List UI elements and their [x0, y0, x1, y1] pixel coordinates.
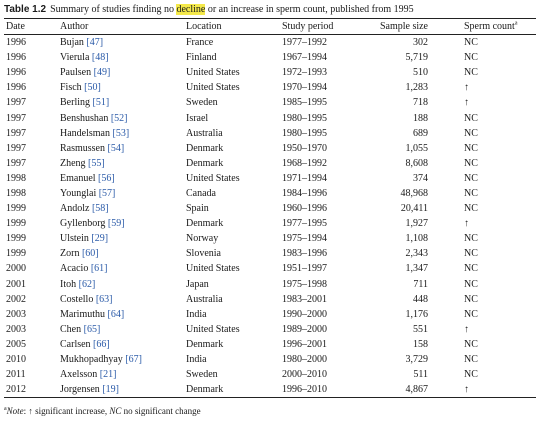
cell-location: Denmark [186, 338, 224, 350]
cell-location: Sweden [186, 369, 218, 381]
cell-study-period: 1977–1995 [282, 218, 327, 230]
reference-link[interactable]: [53] [112, 127, 130, 139]
cell-sample-size: 511 [413, 369, 428, 381]
author-name: Axelsson [60, 369, 98, 381]
cell-sperm-count: NC [464, 369, 478, 381]
cell-date: 2012 [6, 384, 26, 396]
cell-date: 2003 [6, 308, 26, 320]
cell-date: 1999 [6, 248, 26, 260]
table-row [4, 216, 536, 231]
cell-sperm-count: ↑ [464, 323, 469, 335]
cell-study-period: 1990–2000 [282, 308, 327, 320]
table-row [4, 141, 536, 156]
cell-date: 1996 [6, 37, 26, 49]
author-name: Marimuthu [60, 308, 105, 320]
cell-date: 1996 [6, 52, 26, 64]
cell-study-period: 1970–1994 [282, 82, 327, 94]
table-row [4, 65, 536, 80]
cell-sperm-count: NC [464, 233, 478, 245]
cell-date: 1996 [6, 82, 26, 94]
reference-link[interactable]: [64] [107, 308, 125, 320]
reference-link[interactable]: [60] [81, 248, 99, 260]
author-name: Bujan [60, 37, 84, 49]
cell-location: Spain [186, 203, 209, 215]
table-row [4, 352, 536, 367]
author-name: Fisch [60, 82, 82, 94]
cell-sperm-count: NC [464, 157, 478, 169]
cell-sperm-count: NC [464, 263, 478, 275]
table-row [4, 50, 536, 65]
cell-sample-size: 1,927 [405, 218, 428, 230]
cell-date: 1997 [6, 142, 26, 154]
cell-location: Australia [186, 293, 223, 305]
cell-study-period: 1975–1994 [282, 233, 327, 245]
reference-link[interactable]: [59] [107, 218, 125, 230]
cell-sample-size: 48,968 [400, 187, 428, 199]
cell-date: 1997 [6, 112, 26, 124]
cell-sperm-count: NC [464, 248, 478, 260]
cell-study-period: 2000–2010 [282, 369, 327, 381]
cell-author [58, 65, 184, 80]
reference-link[interactable]: [54] [107, 142, 125, 154]
cell-sample-size: 1,176 [405, 308, 428, 320]
header-row [4, 19, 536, 35]
author-name: Emanuel [60, 172, 96, 184]
table-row [4, 201, 536, 216]
cell-study-period: 1989–2000 [282, 323, 327, 335]
cell-date: 1997 [6, 157, 26, 169]
cell-author [58, 246, 184, 261]
cell-date: 2001 [6, 278, 26, 290]
cell-author [58, 277, 184, 292]
cell-location: Slovenia [186, 248, 221, 260]
cell-sperm-count: NC [464, 67, 478, 79]
reference-link[interactable]: [61] [90, 263, 108, 275]
author-name: Carlsen [60, 338, 91, 350]
cell-author [58, 126, 184, 141]
table-row [4, 322, 536, 337]
table-row [4, 186, 536, 201]
author-name: Zheng [60, 157, 86, 169]
author-name: Ulstein [60, 233, 89, 245]
cell-sample-size: 188 [413, 112, 428, 124]
table-row [4, 171, 536, 186]
table-note [4, 403, 536, 417]
cell-location: United States [186, 323, 240, 335]
header-sperm-count [450, 19, 536, 35]
cell-author [58, 110, 184, 125]
reference-link[interactable]: [50] [84, 82, 101, 94]
cell-date: 1999 [6, 203, 26, 215]
reference-link[interactable]: [47] [86, 37, 104, 49]
header-footnote-mark: a [514, 20, 518, 27]
author-name: Andolz [60, 203, 90, 215]
cell-location: United States [186, 172, 240, 184]
table-row [4, 80, 536, 95]
cell-date: 2002 [6, 293, 26, 305]
cell-sample-size: 718 [413, 97, 428, 109]
cell-study-period: 1985–1995 [282, 97, 327, 109]
table-row [4, 382, 536, 398]
cell-study-period: 1971–1994 [282, 172, 327, 184]
caption-highlighted-word: decline [176, 4, 206, 15]
cell-date: 1998 [6, 187, 26, 199]
cell-sample-size: 448 [413, 293, 428, 305]
cell-sample-size: 20,411 [400, 203, 428, 215]
author-name: Handelsman [60, 127, 110, 139]
cell-study-period: 1996–2001 [282, 338, 327, 350]
cell-sperm-count: NC [464, 52, 478, 64]
cell-study-period: 1967–1994 [282, 52, 327, 64]
reference-link[interactable]: [55] [88, 157, 105, 169]
reference-link[interactable]: [21] [99, 369, 117, 381]
cell-study-period: 1972–1993 [282, 67, 327, 79]
cell-author [58, 186, 184, 201]
cell-sample-size: 689 [413, 127, 428, 139]
cell-location: Israel [186, 112, 209, 124]
header-sample-size: Sample size [379, 21, 428, 32]
cell-location: Denmark [186, 157, 224, 169]
cell-location: Australia [186, 127, 223, 139]
reference-link[interactable]: [29] [91, 233, 109, 245]
author-name: Acacio [60, 263, 89, 275]
cell-author [58, 367, 184, 382]
header-study-period: Study period [282, 21, 334, 32]
reference-link[interactable]: [67] [125, 354, 142, 366]
cell-date: 1997 [6, 97, 26, 109]
cell-location: Japan [186, 278, 209, 290]
cell-sperm-count: NC [464, 203, 478, 215]
cell-sample-size: 8,608 [405, 157, 428, 169]
cell-author [58, 352, 184, 367]
reference-link[interactable]: [48] [91, 52, 109, 64]
cell-author [58, 231, 184, 246]
table-figure [4, 3, 536, 417]
reference-link[interactable]: [65] [83, 323, 101, 335]
author-name: Itoh [60, 278, 77, 290]
author-name: Rasmussen [60, 142, 105, 154]
cell-author [58, 80, 184, 95]
cell-study-period: 1983–1996 [282, 248, 327, 260]
cell-date: 1999 [6, 218, 26, 230]
cell-sperm-count: NC [464, 308, 478, 320]
reference-link[interactable]: [58] [91, 203, 109, 215]
reference-link[interactable]: [63] [95, 293, 113, 305]
table-row [4, 307, 536, 322]
table-row [4, 246, 536, 261]
table-row [4, 156, 536, 171]
cell-sample-size: 3,729 [405, 354, 428, 366]
cell-sperm-count: ↑ [464, 97, 469, 109]
note-nc: NC [109, 406, 122, 417]
cell-date: 2003 [6, 323, 26, 335]
table-row [4, 231, 536, 246]
cell-date: 1996 [6, 67, 26, 79]
cell-study-period: 1960–1996 [282, 203, 327, 215]
cell-date: 2010 [6, 354, 26, 366]
table-row [4, 292, 536, 307]
cell-location: United States [186, 82, 240, 94]
cell-date: 2011 [6, 369, 26, 381]
table-row [4, 367, 536, 382]
cell-sperm-count: NC [464, 112, 478, 124]
cell-sample-size: 158 [413, 338, 428, 350]
cell-location: Sweden [186, 97, 218, 109]
cell-sample-size: 1,108 [405, 233, 428, 245]
cell-author [58, 307, 184, 322]
reference-link[interactable]: [51] [92, 97, 110, 109]
cell-sperm-count: NC [464, 354, 478, 366]
cell-sample-size: 374 [413, 172, 428, 184]
cell-study-period: 1996–2010 [282, 384, 327, 396]
cell-location: United States [186, 67, 240, 79]
cell-author [58, 95, 184, 110]
cell-sperm-count: NC [464, 142, 478, 154]
table-number: Table 1.2 [4, 4, 47, 15]
cell-sample-size: 711 [413, 278, 428, 290]
reference-link[interactable]: [57] [98, 187, 116, 199]
author-name: Jorgensen [60, 384, 100, 396]
cell-date: 2000 [6, 263, 26, 275]
cell-location: Denmark [186, 384, 224, 396]
cell-sperm-count: NC [464, 338, 478, 350]
author-name: Costello [60, 293, 94, 305]
cell-sperm-count: NC [464, 172, 478, 184]
cell-study-period: 1977–1992 [282, 37, 327, 49]
cell-study-period: 1980–1995 [282, 112, 327, 124]
cell-sperm-count: NC [464, 187, 478, 199]
cell-author [58, 216, 184, 231]
author-name: Chen [60, 323, 82, 335]
table-row [4, 337, 536, 352]
author-name: Paulsen [60, 67, 92, 79]
cell-date: 1998 [6, 172, 26, 184]
author-name: Benshushan [60, 112, 109, 124]
cell-sample-size: 302 [413, 37, 428, 49]
note-text-increase: : ↑ significant increase, [23, 406, 110, 417]
cell-date: 1999 [6, 233, 26, 245]
reference-link[interactable]: [62] [78, 278, 96, 290]
cell-location: Denmark [186, 142, 224, 154]
cell-author [58, 382, 184, 398]
table-row [4, 95, 536, 110]
reference-link[interactable]: [19] [102, 384, 119, 396]
cell-study-period: 1984–1996 [282, 187, 327, 199]
header-date: Date [6, 21, 25, 32]
cell-location: Canada [186, 187, 216, 199]
table-caption [4, 3, 536, 18]
cell-location: India [186, 354, 207, 366]
cell-author [58, 156, 184, 171]
cell-author [58, 201, 184, 216]
cell-location: Denmark [186, 218, 224, 230]
header-author: Author [60, 21, 89, 32]
cell-location: United States [186, 263, 240, 275]
cell-study-period: 1980–2000 [282, 354, 327, 366]
table-row [4, 126, 536, 141]
cell-sample-size: 2,343 [405, 248, 428, 260]
cell-study-period: 1975–1998 [282, 278, 327, 290]
cell-sperm-count: ↑ [464, 82, 469, 94]
cell-location: France [186, 37, 214, 49]
table-row [4, 261, 536, 276]
cell-sperm-count: NC [464, 37, 478, 49]
cell-date: 1997 [6, 127, 26, 139]
cell-sample-size: 4,867 [405, 384, 428, 396]
table-body [4, 35, 536, 398]
cell-sperm-count: NC [464, 127, 478, 139]
cell-location: India [186, 308, 207, 320]
author-name: Vierula [60, 52, 90, 64]
table-row [4, 35, 536, 51]
cell-location: Finland [186, 52, 217, 64]
cell-date: 2005 [6, 338, 26, 350]
cell-author [58, 50, 184, 65]
cell-author [58, 322, 184, 337]
cell-sample-size: 1,055 [405, 142, 428, 154]
cell-study-period: 1950–1970 [282, 142, 327, 154]
cell-author [58, 171, 184, 186]
cell-sample-size: 5,719 [405, 52, 428, 64]
caption-text-before: Summary of studies finding no [50, 4, 177, 15]
author-name: Berling [60, 97, 90, 109]
reference-link[interactable]: [49] [93, 67, 111, 79]
note-text-no-change: no significant change [121, 406, 201, 417]
cell-author [58, 337, 184, 352]
cell-sperm-count: NC [464, 293, 478, 305]
cell-study-period: 1983–2001 [282, 293, 327, 305]
cell-author [58, 261, 184, 276]
author-name: Younglai [60, 187, 97, 199]
cell-sample-size: 1,283 [405, 82, 428, 94]
author-name: Gyllenborg [60, 218, 106, 230]
cell-author [58, 35, 184, 51]
table-header [4, 19, 536, 35]
note-label: Note [6, 406, 24, 417]
reference-link[interactable]: [66] [93, 338, 110, 350]
author-name: Mukhopadhyay [60, 354, 123, 366]
cell-study-period: 1968–1992 [282, 157, 327, 169]
caption-text-after: or an increase in sperm count, published from 1995 [205, 4, 414, 15]
cell-author [58, 141, 184, 156]
cell-study-period: 1951–1997 [282, 263, 327, 275]
reference-link[interactable]: [52] [110, 112, 128, 124]
header-sperm-count-label: Sperm count [464, 21, 515, 32]
cell-sample-size: 1,347 [405, 263, 428, 275]
cell-sperm-count: NC [464, 278, 478, 290]
studies-table [4, 18, 536, 398]
author-name: Zorn [60, 248, 80, 260]
note-footnote-mark: a [4, 406, 7, 413]
cell-study-period: 1980–1995 [282, 127, 327, 139]
cell-sample-size: 551 [413, 323, 428, 335]
cell-author [58, 292, 184, 307]
cell-sperm-count: ↑ [464, 384, 469, 396]
cell-sperm-count: ↑ [464, 218, 469, 230]
table-row [4, 110, 536, 125]
cell-sample-size: 510 [413, 67, 428, 79]
table-row [4, 277, 536, 292]
reference-link[interactable]: [56] [98, 172, 115, 184]
header-location: Location [186, 21, 222, 32]
cell-location: Norway [186, 233, 219, 245]
